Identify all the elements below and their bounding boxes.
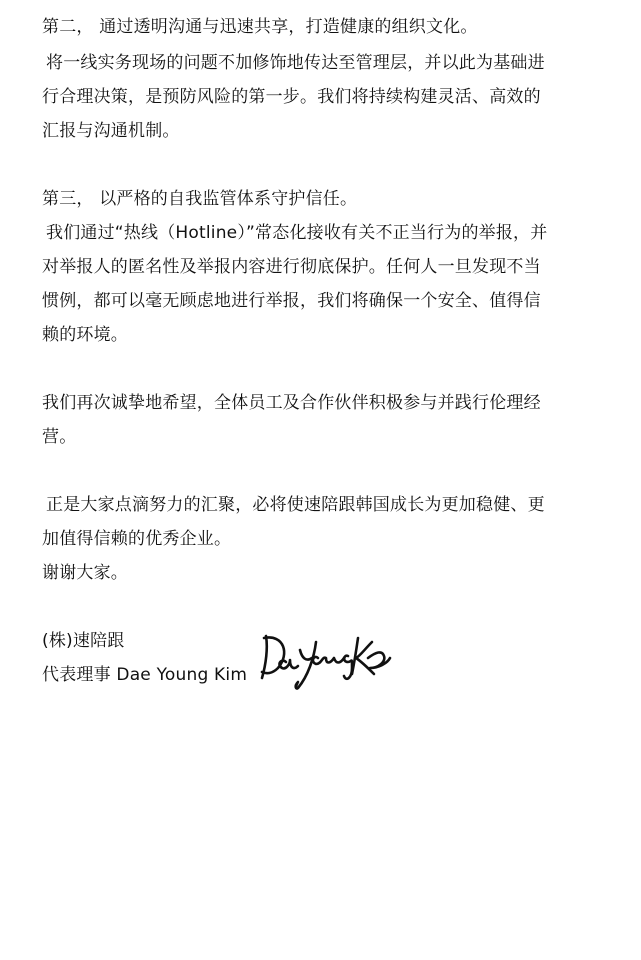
section3-body-line: 赖的环境。: [42, 325, 128, 345]
section3-body-line: 对举报人的匿名性及举报内容进行彻底保护。任何人一旦发现不当: [42, 257, 541, 277]
section3-body-line: 我们通过“热线（Hotline）”常态化接收有关不正当行为的举报，并: [46, 223, 548, 243]
handwritten-signature-icon: [256, 628, 396, 692]
closing-line: 营。: [42, 427, 77, 447]
section3-heading: 第三， 以严格的自我监管体系守护信任。: [42, 189, 358, 209]
representative-name: 代表理事 Dae Young Kim: [42, 665, 248, 685]
section2-heading: 第二， 通过透明沟通与迅速共享，打造健康的组织文化。: [42, 17, 478, 37]
thanks-line: 谢谢大家。: [42, 563, 128, 583]
section2-body-line: 将一线实务现场的问题不加修饰地传达至管理层，并以此为基础进: [46, 53, 545, 73]
final-line: 加值得信赖的优秀企业。: [42, 529, 232, 549]
section2-body-line: 行合理决策，是预防风险的第一步。我们将持续构建灵活、高效的: [42, 87, 541, 107]
company-name: (株)速陪跟: [42, 631, 125, 651]
section3-body-line: 惯例，都可以毫无顾虑地进行举报，我们将确保一个安全、值得信: [42, 291, 541, 311]
final-line: 正是大家点滴努力的汇聚，必将使速陪跟韩国成长为更加稳健、更: [46, 495, 545, 515]
section2-body-line: 汇报与沟通机制。: [42, 121, 180, 141]
closing-line: 我们再次诚挚地希望，全体员工及合作伙伴积极参与并践行伦理经: [42, 393, 541, 413]
